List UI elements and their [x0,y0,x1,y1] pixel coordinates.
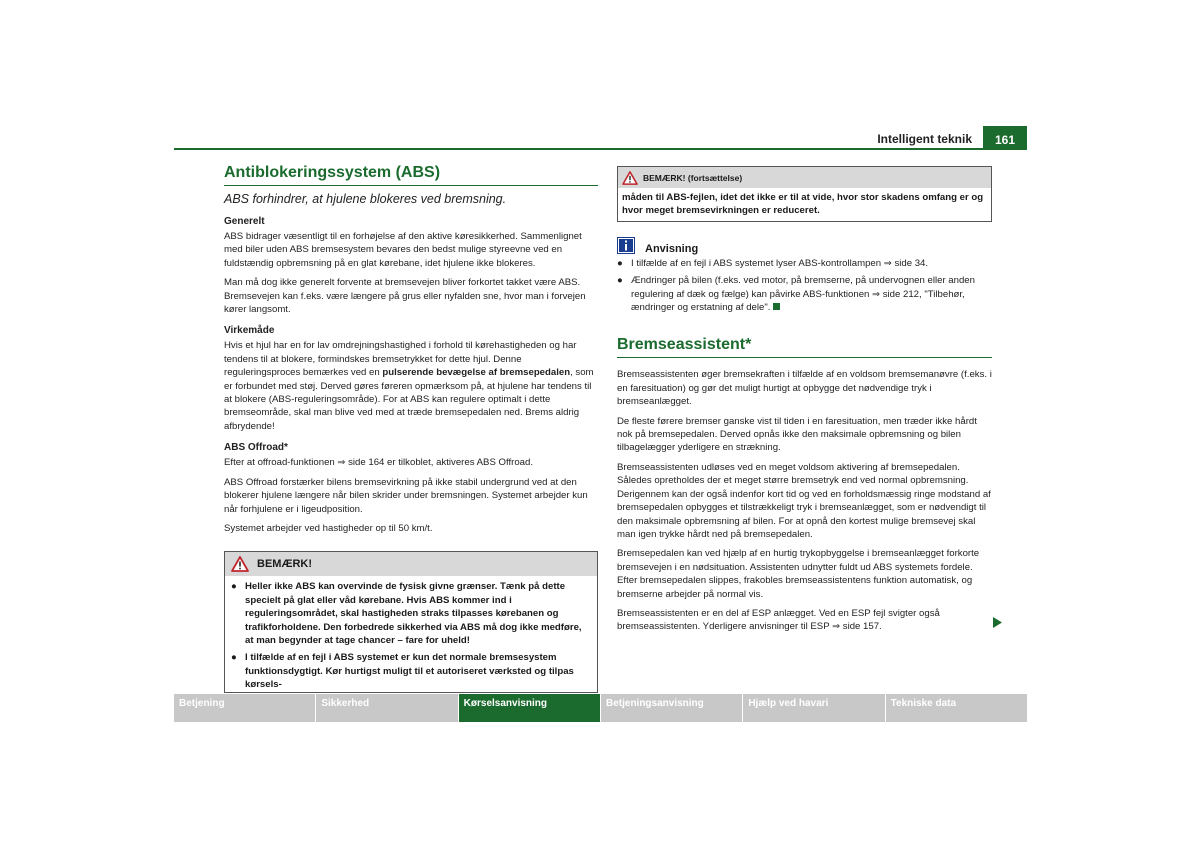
note-title: Anvisning [645,242,699,255]
section-heading-bremseassistent: Bremseassistent* [617,336,752,354]
text-run: Hvis et hjul har en for lav omdrejningshastighed i forhold til kørehastigheden og har tendens til at blokere, formindskes bremsetrykket for dette hjul. Denne reguleringsproces bemærkes ved en [224,340,577,379]
warning-continued-text: måden til ABS-fejlen, idet det ikke er til at vide, hvor stor skadens omfang er og hvor meget bremsevirkningen er reduceret. [622,192,984,217]
heading-rule [224,185,598,186]
warning-title: BEMÆRK! [257,558,312,571]
warning-continued-title: BEMÆRK! (fortsættelse) [643,172,743,183]
paragraph: Systemet arbejder ved hastigheder op til 50 km/t. [224,522,433,534]
right-column [617,166,992,634]
bullet-icon: ● [231,581,237,593]
warning-bullet-text: Heller ikke ABS kan overvinde de fysisk givne grænser. Tænk på dette specielt på glat eller våd kørebane. Hvis ABS kommer ind i reguleringsområdet, skal hastigheden straks tilpasses kørebanen og trafikforholdene. Den forbedrede sikkerhed via ABS må dog ikke medføre, at man begynder at tage chancer – fare for uheld! [245,581,582,646]
paragraph: Efter at offroad-funktionen ⇒ side 164 er tilkoblet, aktiveres ABS Offroad. [224,457,533,469]
continue-arrow-icon [993,617,1002,628]
header-rule [174,148,1027,150]
bold-text-run: pulserende bevægelse af bremsepedalen [382,367,571,379]
end-of-section-marker-icon [773,303,780,310]
warning-bullet-text: I tilfælde af en fejl i ABS systemet er kun det normale bremsesystem funktionsdygtigt. Kør hurtigst muligt til et autoriseret værksted og tilpas kørsels- [245,652,574,691]
note-bullet [617,257,992,270]
warning-triangle-icon [231,556,249,572]
text-run: Ændringer på bilen (f.eks. ved motor, på bremserne, på undervognen eller anden regulering af dæk og fælge) kan påvirke ABS-funktionen ⇒ side 212, "Tilbehør, ændringer og erstatning af dele". [631,275,975,314]
paragraph: Bremseassistenten udløses ved en meget voldsom aktivering af bremsepedalen. Således opretholdes der et meget større bremsetryk end ved normal opbremsning. Derigennem kan der også indenfor kort tid og ved en forholdsmæssig ringe modstand af bremsepedalen opbygges et tilstrækkeligt tryk i bremseanlægget, som er nødvendigt til den maksimale opbremsning af bilen. For at opnå den kortest mulige bremsevej skal man igen trykke hårdt ned på bremsepedalen. [617,461,991,540]
paragraph: De fleste førere bremser ganske vist til tiden i en faresituation, men træder ikke hårdt nok på bremsepedalen. Derved opnås ikke den maksimale opbremsning og bilen tilbagelægger yderligere en strækning. [617,415,977,454]
paragraph: Man må dog ikke generelt forvente at bremsevejen bliver forkortet takket være ABS. Bremsevejen kan f.eks. være længere på grus eller nyfalden sne, hvor man i forvejen kører langsomt. [224,277,586,316]
running-header-title: Intelligent teknik [877,132,972,146]
subheading-generelt: Generelt [224,216,265,227]
nav-tab-betjeningsanvisning[interactable]: Betjeningsanvisning [601,694,742,722]
bullet-icon: ● [617,275,623,287]
nav-tab-sikkerhed[interactable]: Sikkerhed [316,694,457,722]
nav-tab-korselsanvisning[interactable]: Kørselsanvisning [459,694,600,722]
note-body [617,257,992,315]
paragraph: Bremseassistenten er en del af ESP anlægget. Ved en ESP fejl svigter også bremseassistenten. Yderligere anvisninger til ESP ⇒ side 157. [617,607,940,633]
subheading-abs-offroad: ABS Offroad* [224,442,288,454]
text-run: , som er forbundet med støj. Derved gøres føreren opmærksom på, at hjulene har tendens til at blokere (ABS-reguleringsområde). For at ABS kan regulere optimalt i dette bremseområde, skal man blive ved med at træde bremsepedalen ned. Brems aldrig afbrydende! [224,367,594,432]
paragraph: ABS bidrager væsentligt til en forhøjelse af den aktive køresikkerhed. Sammenlignet med biler uden ABS bremsesystem bevares den bedst mulige styreevne ved en fuldstændig opbremsning på en glat kørebane, idet hjulene ikke blokeres. [224,231,582,269]
paragraph [224,339,598,433]
warning-continued-header [618,167,991,188]
warning-body [225,576,597,691]
section-subtitle: ABS forhindrer, at hjulene blokeres ved bremsning. [224,192,507,206]
note-header [617,237,992,255]
nav-tab-tekniske-data[interactable]: Tekniske data [886,694,1027,722]
note-bullet-text: I tilfælde af en fejl i ABS systemet lyser ABS-kontrollampen ⇒ side 34. [631,257,929,269]
note-bullet [617,274,992,314]
warning-bullet [231,651,591,691]
left-column [224,164,598,693]
warning-box [224,551,598,692]
bullet-icon: ● [231,652,237,664]
warning-triangle-icon [622,171,638,185]
paragraph: ABS Offroad forstærker bilens bremsevirkning på ikke stabil undergrund ved at den blokerer hjulene længere når bilen skrider under bremsningen. Systemet arbejder kun når forhjulene er i ligeudposition. [224,476,588,515]
section-heading-abs: Antiblokeringssystem (ABS) [224,164,441,181]
paragraph: Bremsepedalen kan ved hjælp af en hurtig trykopbyggelse i bremseanlægget forkorte bremsevejen i en nødsituation. Assistenten udnytter fuldt ud ABS systemets fordele. Efter bremsepedalen slippes, frakobles bremseassistentens funktion automatisk, og bremserne arbejder på normal vis. [617,548,980,600]
bullet-icon: ● [617,257,623,269]
note-bullet-text [631,274,992,314]
subheading-virkemaade: Virkemåde [224,325,275,337]
paragraph: Bremseassistenten øger bremsekraften i tilfælde af en voldsom bremsemanøvre (f.eks. i en faresituation) og gør det muligt hurtigt at opbygge det nødvendige tryk i bremseanlægget. [617,369,992,408]
heading-rule [617,357,992,358]
warning-continued-box [617,166,992,222]
warning-header [225,552,597,576]
chapter-nav [174,694,1027,722]
nav-tab-betjening[interactable]: Betjening [174,694,315,722]
nav-tab-hjaelp-ved-havari[interactable]: Hjælp ved havari [743,694,884,722]
page-number-box: 161 [983,126,1027,149]
info-icon [617,237,635,254]
warning-bullet [231,580,591,647]
